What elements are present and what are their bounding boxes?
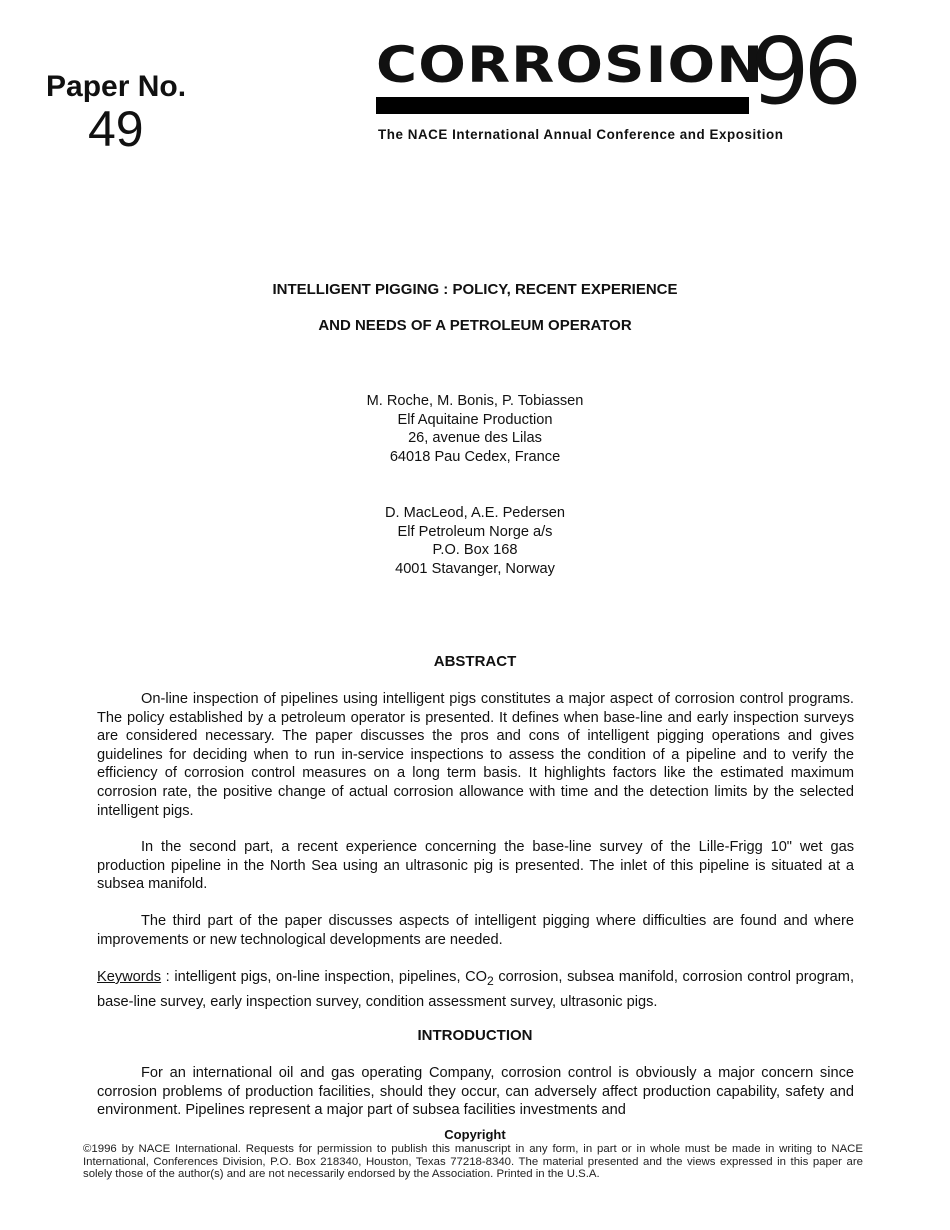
keywords-text-end: corrosion, subsea manifold, corrosion control program, base-line survey, early inspection survey, condition assessment survey, ultrasonic pigs.: [97, 969, 854, 1010]
abstract-paragraph-1: On-line inspection of pipelines using intelligent pigs constitutes a major aspect of corrosion control programs. The policy established by a petroleum operator is presented. It defines when base-line and early inspection surveys are considered necessary. The paper discusses the pros and cons of intelligent pigging operations and gives guidelines for deciding when to run in-service inspections to assess the condition of a pipeline and to verify the efficiency of corrosion control measures on a long term basis. It highlights factors like the estimated maximum corrosion rate, the positive change of actual corrosion allowance with time and the detection limits by the selected intelligent pigs.: [97, 691, 854, 819]
authors: D. MacLeod, A.E. Pedersen: [384, 505, 566, 521]
keywords-label: Keywords: [97, 969, 162, 985]
abstract-heading: ABSTRACT: [433, 653, 517, 670]
abstract-paragraph-2: In the second part, a recent experience concerning the base-line survey of the Lille-Frigg 10" wet gas production pipeline in the North Sea using an ultrasonic pig is presented. The inlet of this pipeline is situated at a subsea manifold.: [97, 839, 854, 893]
paper-number-block: [46, 70, 216, 157]
organization: Elf Petroleum Norge a/s: [397, 523, 553, 540]
copyright-heading: Copyright: [444, 1127, 506, 1142]
city-address: 64018 Pau Cedex, France: [389, 448, 561, 465]
city-address: 4001 Stavanger, Norway: [395, 560, 555, 577]
copyright-notice: ©1996 by NACE International. Requests for permission to publish this manuscript in any form, in part or in whole must be made in writing to NACE International, Conferences Division, P.O. Box 218340, Houston, Texas 77218-8340. The material presented and the views expressed in this paper are solely those of the author(s) and are not necessarily endorsed by the Association. Printed in the U.S.A.: [83, 1143, 863, 1181]
conference-subtitle: The NACE International Annual Conference and Exposition: [378, 127, 784, 142]
introduction-paragraph: For an international oil and gas operating Company, corrosion control is obviously a major concern since corrosion problems of production facilities, should they occur, can adversely affect production capability, safety and environment. Pipelines represent a major part of subsea facilities investments and: [97, 1065, 854, 1119]
conference-masthead: [376, 18, 866, 148]
authors: M. Roche, M. Bonis, P. Tobiassen: [366, 393, 584, 409]
street-address: 26, avenue des Lilas: [408, 430, 542, 447]
conference-year: 96: [751, 18, 857, 125]
paper-title-line-2: AND NEEDS OF A PETROLEUM OPERATOR: [318, 317, 632, 334]
logo-bar: [376, 97, 749, 114]
affiliation-block-1: [0, 392, 950, 466]
affiliation-block-2: [0, 504, 950, 578]
abstract-paragraph-3: The third part of the paper discusses aspects of intelligent pigging where difficulties are found and where improvements or new technological developments are needed.: [97, 913, 854, 948]
keywords: [97, 967, 854, 1013]
keywords-text-start: : intelligent pigs, on-line inspection, pipelines, CO: [161, 969, 488, 985]
keywords-subscript: 2: [487, 973, 494, 988]
street-address: P.O. Box 168: [432, 542, 518, 559]
paper-number: 49: [88, 101, 144, 157]
conference-logo-text: CORROSION: [376, 36, 765, 94]
organization: Elf Aquitaine Production: [397, 411, 553, 428]
paper-number-label: Paper No.: [46, 70, 187, 103]
paper-title-line-1: INTELLIGENT PIGGING : POLICY, RECENT EXPERIENCE: [272, 281, 678, 298]
introduction-heading: INTRODUCTION: [417, 1027, 533, 1044]
